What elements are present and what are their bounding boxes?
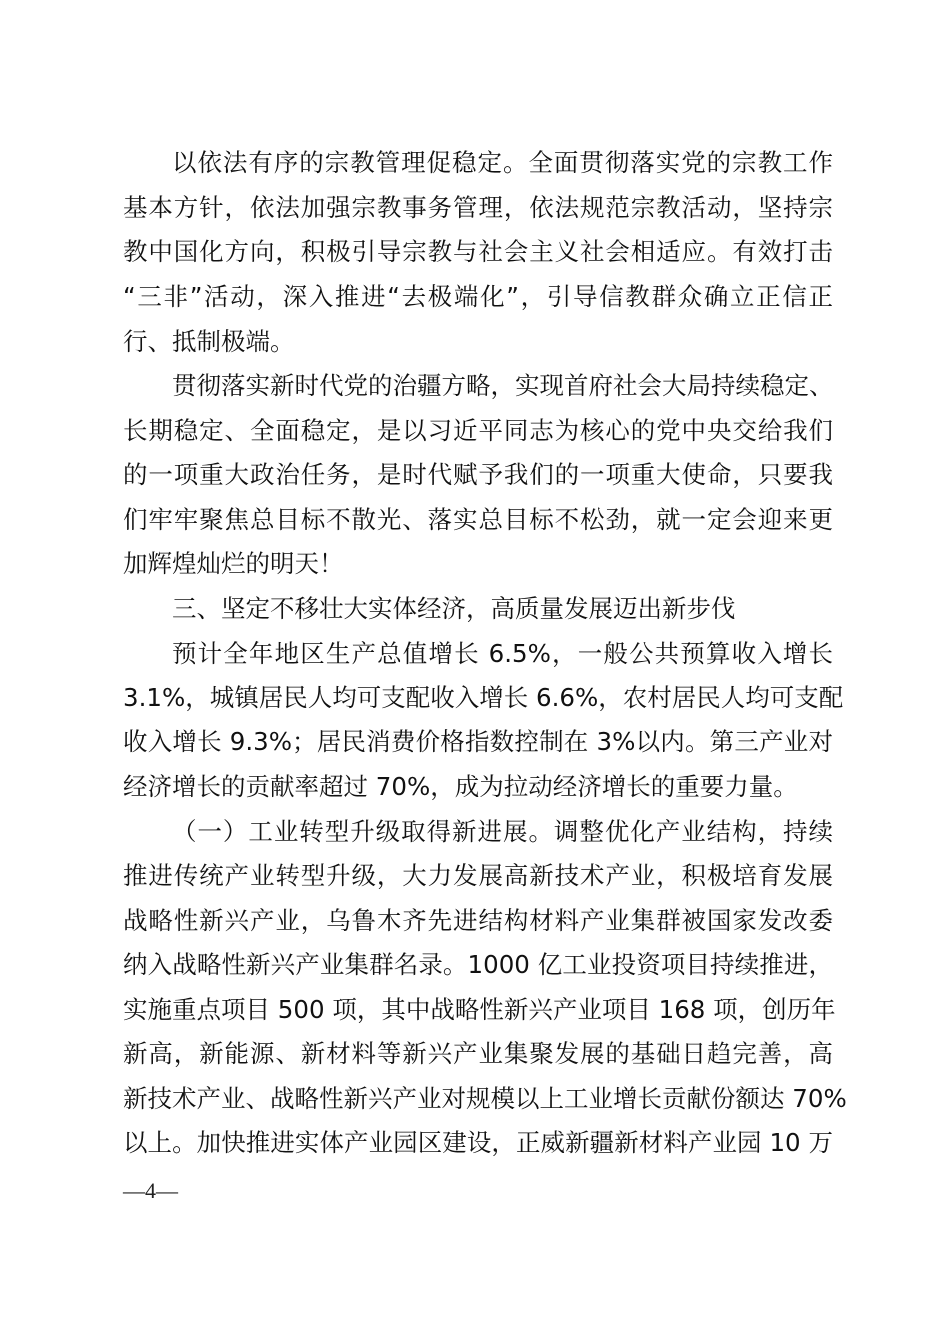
paragraph-strategy-line-4: 们牢牢聚焦总目标不散光、落实总目标不松劲，就一定会迎来更 (123, 505, 833, 534)
paragraph-industry-line-2: 推进传统产业转型升级，大力发展高新技术产业，积极培育发展 (123, 861, 833, 890)
paragraph-economy-line-4: 经济增长的贡献率超过 70%，成为拉动经济增长的重要力量。 (123, 772, 798, 801)
section-heading-three: 三、坚定不移壮大实体经济，高质量发展迈出新步伐 (172, 594, 736, 623)
paragraph-economy-line-3: 收入增长 9.3%；居民消费价格指数控制在 3%以内。第三产业对 (123, 727, 833, 756)
paragraph-industry-line-5: 实施重点项目 500 项，其中战略性新兴产业项目 168 项，创历年 (123, 995, 836, 1024)
paragraph-industry-line-4: 纳入战略性新兴产业集群名录。1000 亿工业投资项目持续推进， (123, 950, 833, 979)
paragraph-religion-line-4: “三非”活动，深入推进“去极端化”，引导信教群众确立正信正 (123, 282, 833, 311)
paragraph-religion-line-2: 基本方针，依法加强宗教事务管理，依法规范宗教活动，坚持宗 (123, 193, 833, 222)
paragraph-industry-line-3: 战略性新兴产业，乌鲁木齐先进结构材料产业集群被国家发改委 (123, 906, 833, 935)
page-number: —4— (123, 1178, 178, 1203)
paragraph-strategy-line-1: 贯彻落实新时代党的治疆方略，实现首府社会大局持续稳定、 (172, 371, 834, 400)
paragraph-religion-line-5: 行、抵制极端。 (123, 327, 295, 356)
paragraph-industry-line-1: （一）工业转型升级取得新进展。调整优化产业结构，持续 (172, 817, 833, 846)
paragraph-industry-line-7: 新技术产业、战略性新兴产业对规模以上工业增长贡献份额达 70% (123, 1084, 847, 1113)
paragraph-industry-line-6: 新高，新能源、新材料等新兴产业集聚发展的基础日趋完善，高 (123, 1039, 833, 1068)
paragraph-strategy-line-2: 长期稳定、全面稳定，是以习近平同志为核心的党中央交给我们 (123, 416, 833, 445)
paragraph-strategy-line-5: 加辉煌灿烂的明天！ (123, 549, 344, 578)
paragraph-industry-line-8: 以上。加快推进实体产业园区建设，正威新疆新材料产业园 10 万 (123, 1128, 833, 1157)
paragraph-religion-line-3: 教中国化方向，积极引导宗教与社会主义社会相适应。有效打击 (123, 237, 833, 266)
paragraph-economy-line-1: 预计全年地区生产总值增长 6.5%，一般公共预算收入增长 (172, 639, 833, 668)
paragraph-strategy-line-3: 的一项重大政治任务，是时代赋予我们的一项重大使命，只要我 (123, 460, 833, 489)
paragraph-economy-line-2: 3.1%，城镇居民人均可支配收入增长 6.6%，农村居民人均可支配 (123, 683, 844, 712)
paragraph-religion-line-1: 以依法有序的宗教管理促稳定。全面贯彻落实党的宗教工作 (172, 148, 833, 177)
